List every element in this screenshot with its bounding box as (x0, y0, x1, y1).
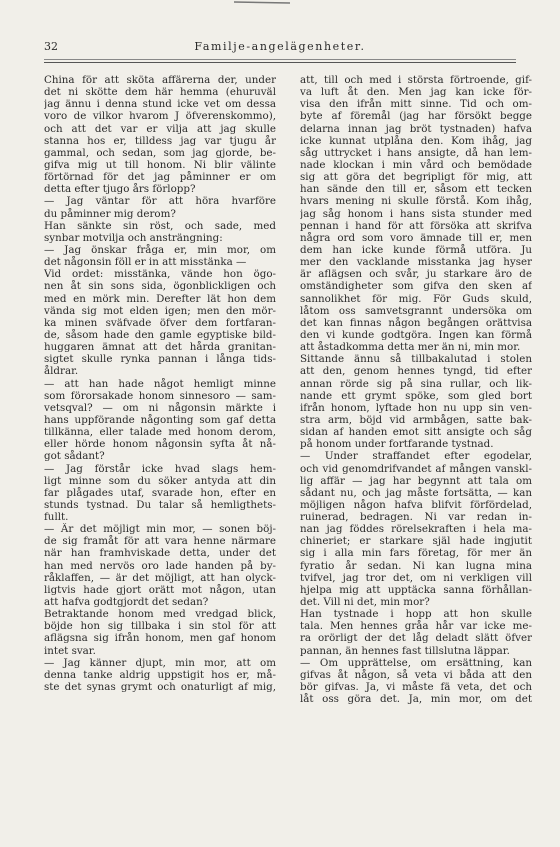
text-line: — Om upprättelse, om ersättning, kan (300, 656, 532, 669)
text-line: han med nervös oro lade handen på by- (44, 559, 276, 572)
text-line: sannolikhet för mig. För Guds skuld, (300, 292, 532, 305)
text-line: några ord som voro ämnade till er, men (300, 231, 532, 244)
text-line: Betraktande honom med vredgad blick, (44, 608, 276, 621)
text-line: ligt minne som du söker antyda att din (44, 474, 276, 487)
text-line: sigtet skulle rynka pannan i långa tids- (44, 353, 276, 366)
text-line: far plågades utaf, svarade hon, efter en (44, 486, 276, 499)
text-line: Sittande ännu så tillbakalutad i stolen (300, 353, 532, 366)
text-line: hans uppförande någonting som gaf detta (44, 413, 276, 426)
text-line: stanna hos er, tilldess jag var tjugu år (44, 134, 276, 147)
text-line: lig affär — jag har begynnt att tala om (300, 474, 532, 487)
text-line: böjde hon sig tillbaka i sin stol för att (44, 620, 276, 633)
text-line: han sände den till er, såsom ett tecken (300, 183, 532, 196)
text-line: bör gifvas. Ja, vi måste fä veta, det och (300, 681, 532, 694)
text-line: icke kunnat utplåna den. Kom ihåg, jag (300, 134, 532, 147)
text-line: visa den ifrån mitt sinne. Tid och om- (300, 98, 532, 111)
text-line: låtom oss samvetsgrannt undersöka om (300, 304, 532, 317)
text-line: Vid ordet: misstänka, vände hon ögo- (44, 268, 276, 281)
running-title: Familje-angelägenheter. (194, 40, 366, 53)
text-line: detta efter tjugo års förlopp? (44, 183, 196, 196)
text-line: tala. Men hennes gråa hår var icke me- (300, 620, 532, 633)
text-line: på honom under fortfarande tystnad. (300, 438, 494, 451)
text-line: förtörnad för det jag påminner er om (44, 171, 276, 184)
text-line: det ni skötte dem här hemma (ehuruväl (44, 86, 276, 99)
text-line: den vi kunde godtgöra. Ingen kan förmå (300, 328, 532, 341)
text-line: hjelpa mig att upptäcka sanna förhållan- (300, 583, 532, 596)
page-number: 32 (44, 40, 58, 53)
text-line: — Är det möjligt min mor, — sonen böj- (44, 523, 276, 536)
text-line: möjligen någon hafva blifvit förfördelad, (300, 498, 532, 511)
text-line: byte af föremål (jag har försökt begge (300, 110, 532, 123)
text-line: synbar motvilja och ansträngning: (44, 231, 223, 244)
text-line: de, såsom hade den gamle egyptiske bild- (44, 328, 276, 341)
text-line: råklaffen, — är det möjligt, att han olyck- (44, 571, 276, 584)
text-line: sådant nu, och jag måste fortsätta, — kan (300, 486, 532, 499)
text-line: nande ett grymt spöke, som gled bort (300, 389, 532, 402)
text-line: omständigheter som gifva den sken af (300, 280, 532, 293)
text-line: fullt. (44, 511, 69, 524)
text-line: sig i alla min fars företag, för mer än (300, 547, 532, 560)
text-line: hvars mening ni skulle förstå. Kom ihåg, (300, 195, 532, 208)
text-line: du påminner mig derom? (44, 207, 176, 220)
text-line: det kan finnas någon begången orättvisa (300, 316, 532, 329)
text-line: chineriet; er starkare själ hade ingjutit (300, 535, 532, 548)
text-line: Han sänkte sin röst, och sade, med (44, 219, 276, 232)
text-line: låt oss göra det. Ja, min mor, om det (300, 693, 532, 706)
text-line: stunds tystnad. Du talar så hemligthets- (44, 498, 276, 511)
text-line: — Jag väntar för att höra hvarföre (44, 195, 276, 208)
text-line: — Under straffandet efter egodelar, (300, 450, 532, 463)
text-line: vända sig mot elden igen; men den mör- (44, 304, 276, 317)
text-line: när han framhviskade detta, under det (44, 547, 276, 560)
text-line: dem han icke kunde förmå utföra. Ju (300, 243, 532, 256)
text-line: pennan i hand för att försöka att skrifva (300, 219, 532, 232)
text-line: såg uttrycket i hans ansigte, då han lem- (300, 146, 532, 159)
text-line: — att han hade något hemligt minne (44, 377, 276, 390)
text-line: aflägsna sig ifrån honom, men gaf honom (44, 632, 276, 645)
text-line: och att det var er vilja att jag skulle (44, 122, 276, 135)
text-line: nade klockan i min vård och bemödade (300, 158, 532, 171)
text-line: sig att göra det begripligt för mig, att (300, 171, 532, 184)
text-line: nan jag föddes rörelsekraften i hela ma- (300, 523, 532, 536)
text-line: ste det synas grymt och onaturligt af mig, (44, 681, 276, 694)
text-line: intet svar. (44, 644, 96, 657)
text-line: de sig framåt för att vara henne närmare (44, 535, 276, 548)
text-line: ligtvis hade gjort orätt mot någon, utan (44, 583, 276, 596)
text-line: — Jag känner djupt, min mor, att om (44, 656, 276, 669)
text-line: åldrar. (44, 365, 79, 378)
text-line: det någonsin föll er in att misstänka — (44, 256, 247, 269)
text-line: fyratio år sedan. Ni kan lugna mina (300, 559, 532, 572)
text-line: gifva mig ut till honom. Ni blir välinte (44, 158, 276, 171)
text-line: gifvas åt någon, så veta vi båda att den (300, 668, 532, 681)
text-line: det. Vill ni det, min mor? (300, 596, 430, 609)
text-line: gammal, och sedan, som jag gjorde, be- (44, 146, 276, 159)
text-line: mer den vacklande misstanka jag hyser (300, 256, 532, 269)
text-line: delarna innan jag bröt tystnaden) hafva (300, 122, 532, 135)
text-line: huggaren ämnat att det hårda granitan- (44, 341, 276, 354)
text-line: tillkänna, eller talade med honom derom, (44, 426, 276, 439)
text-line: sidan af handen emot sitt ansigte och såg (300, 426, 532, 439)
text-line: att den, genom hennes tyngd, tid efter (300, 365, 532, 378)
text-line: ifrån honom, lyftade hon nu upp sin ven- (300, 401, 532, 414)
text-line: är aflägsen och svår, ju starkare äro de (300, 268, 532, 281)
page-header (44, 40, 516, 56)
text-line: vetsqval? — om ni någonsin märkte i (44, 401, 276, 414)
header-rule-thick (44, 62, 516, 63)
text-line: China för att sköta affärerna der, under (44, 74, 276, 86)
text-line: annan rörde sig på sina rullar, och lik- (300, 377, 532, 390)
text-line: och vid genomdrifvandet af mången vanskl- (300, 462, 532, 475)
right-text-column (300, 74, 532, 705)
text-line: ka minen sväfvade öfver dem fortfaran- (44, 316, 276, 329)
text-line: stra arm, böjd vid armbågen, satte bak- (300, 413, 532, 426)
text-line: att åstadkomma detta mer än ni, min mor. (300, 341, 521, 354)
text-line: jag såg honom i hans sista stunder med (300, 207, 532, 220)
text-line: att hafva godtgjordt det sedan? (44, 596, 209, 609)
text-line: denna tanke aldrig uppstigit hos er, må- (44, 668, 276, 681)
header-rule-thin (44, 59, 516, 60)
text-line: ra orörligt der det låg deladt slätt öfver (300, 632, 532, 645)
text-line: — Jag önskar fråga er, min mor, om (44, 243, 276, 256)
text-line: eller hörde honom någonsin syfta åt nå- (44, 438, 276, 451)
text-line: ruinerad, bedragen. Ni var redan in- (300, 511, 532, 524)
scan-artifact-mark (232, 0, 292, 6)
text-line: nen åt sin sons sida, ögonblickligen och (44, 280, 276, 293)
text-line: tvifvel, jag tror det, om ni verkligen vill (300, 571, 532, 584)
text-line: pannan, än hennes fast tillslutna läppar. (300, 644, 510, 657)
text-line: va luft åt den. Men jag kan icke för- (300, 86, 532, 99)
left-text-column (44, 74, 276, 693)
text-line: att, till och med i största förtroende, gif- (300, 74, 532, 86)
text-line: voro de vilkor hvarom J öfverenskommo), (44, 110, 276, 123)
text-line: got sådant? (44, 450, 105, 463)
text-line: som förorsakade honom sinnesoro — sam- (44, 389, 276, 402)
text-line: med en mörk min. Derefter lät hon dem (44, 292, 276, 305)
text-line: — Jag förstår icke hvad slags hem- (44, 462, 276, 475)
text-line: jag ännu i denna stund icke vet om dessa (44, 98, 276, 111)
text-line: Han tystnade i hopp att hon skulle (300, 608, 532, 621)
